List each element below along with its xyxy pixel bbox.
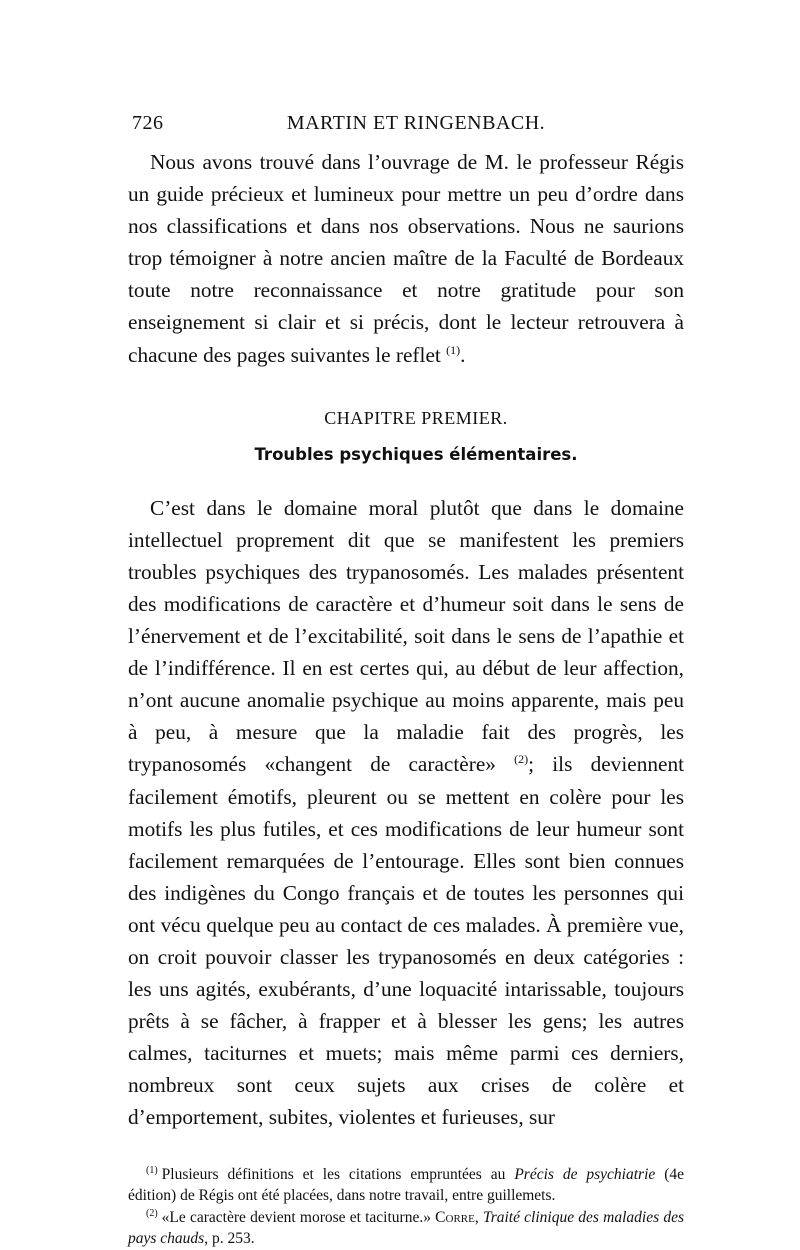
footnote-ref-1[interactable]: (1) (446, 342, 461, 357)
chapter-heading: CHAPITRE PREMIER. (324, 407, 508, 428)
footnote-ref-2[interactable]: (2) (514, 752, 529, 767)
running-title: MARTIN ET RINGENBACH. (286, 112, 546, 134)
body-paragraph (128, 492, 684, 1134)
footnote-1-mark: (1) (146, 1164, 158, 1176)
footnote-1 (128, 1164, 684, 1207)
running-head (128, 108, 684, 146)
footnote-2: $^{(2)}$ «Le caractère devient morose et taciturne.» Corre, Traité clinique des maladies des pays chauds, p. 253. (128, 1207, 684, 1248)
page (128, 108, 684, 1250)
intro-text: Nous avons trouvé dans l’ouvrage de M. le professeur Régis un guide précieux et lumineux pour mettre un peu d’ordre dans nos classifications et dans nos observations. Nous ne saurions trop témoigner à notre ancien maître de la Faculté de Bordeaux toute notre reconnaissance et notre gratitude pour son enseignement si clair et si précis, dont le lecteur retrouvera à chacune des pages suivantes le reflet (128, 150, 684, 367)
footnote-2-title: Traité clinique des maladies des pays chauds (128, 1208, 684, 1248)
intro-end: . (460, 342, 466, 367)
footnote-2-mark: (2) (146, 1207, 158, 1219)
footnote-2-text-a: «Le caractère devient morose et taciturne.» (161, 1208, 431, 1226)
footnotes (128, 1164, 684, 1250)
footnote-1-text-a: Plusieurs définitions et les citations empruntées au (161, 1165, 506, 1183)
footnote-1-text-b: (4e édition) de Régis ont été placées, dans notre travail, entre guillemets. (128, 1165, 685, 1205)
page-number: 726 (132, 112, 164, 134)
footnote-1-title: Précis de psychiatrie (514, 1165, 656, 1183)
body-text-part2: ; ils deviennent facilement émotifs, pleurent ou se mettent en colère pour les motifs les plus futiles, et ces modifications de leur humeur sont facilement remarquées de l’entourage. Elles sont bien connues des indigènes du Congo français et de toutes les personnes qui ont vécu quelque peu au contact de ces malades. À première vue, on croit pouvoir classer les trypanosomés en deux catégories : les uns agités, exubérants, d’une loquacité intarissable, toujours prêts à se fâcher, à frapper et à blesser les gens; les autres calmes, taciturnes et muets; mais même parmi ces derniers, nombreux sont ceux sujets aux crises de colère et d’emportement, subites, violentes et furieuses, sur (128, 752, 685, 1130)
footnote-2-author: Corre (435, 1208, 475, 1226)
intro-paragraph (128, 146, 684, 371)
footnote-2-text-b: , p. 253. (204, 1230, 255, 1248)
body-text-part1: C’est dans le domaine moral plutôt que dans le domaine intellectuel proprement dit que se manifestent les premiers troubles psychiques des trypanosomés. Les malades présentent des modifications de caractère et d’humeur soit dans le sens de l’énervement et de l’excitabilité, soit dans le sens de l’apathie et de l’indifférence. Il en est certes qui, au début de leur affection, n’ont aucune anomalie psychique au moins apparente, mais peu à peu, à mesure que la maladie fait des progrès, les trypanosomés «changent de caractère» (128, 495, 684, 777)
section-heading: Troubles psychiques élémentaires. (254, 444, 578, 464)
